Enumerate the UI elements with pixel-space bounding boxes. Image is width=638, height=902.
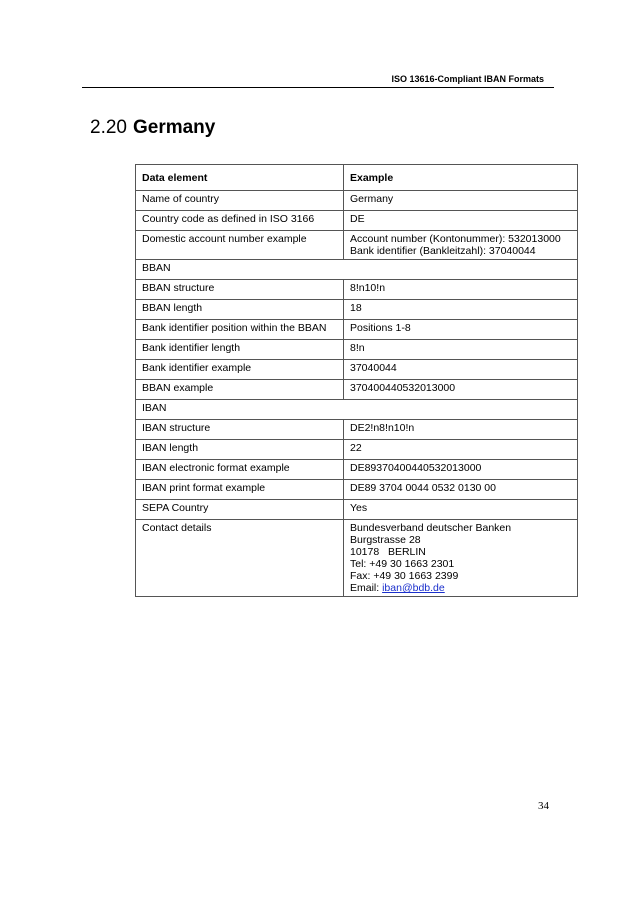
header-divider: [82, 87, 554, 88]
row-value: 22: [344, 440, 578, 460]
row-value: DE: [344, 211, 578, 231]
section-number: 2.20: [90, 117, 127, 138]
row-label: Bank identifier example: [136, 360, 344, 380]
group-row-iban: [136, 400, 578, 420]
column-header-example: Example: [344, 165, 578, 191]
table-row: [136, 231, 578, 260]
table-row: [136, 211, 578, 231]
bank-identifier-example: Bank identifier (Bankleitzahl): 37040044: [350, 245, 536, 257]
row-value: 8!n10!n: [344, 280, 578, 300]
group-row-bban: [136, 260, 578, 280]
contact-organization: Bundesverband deutscher Banken: [350, 522, 512, 534]
table-row-contact: [136, 520, 578, 597]
row-label: SEPA Country: [136, 500, 344, 520]
row-label: Contact details: [136, 520, 344, 597]
iban-format-table: [135, 164, 578, 597]
row-value: 37040044: [344, 360, 578, 380]
contact-street: Burgstrasse 28: [350, 534, 421, 546]
row-value: [344, 231, 578, 260]
row-label: IBAN length: [136, 440, 344, 460]
row-label: IBAN print format example: [136, 480, 344, 500]
page-number: 34: [538, 800, 549, 812]
row-label: Domestic account number example: [136, 231, 344, 260]
table-row: [136, 460, 578, 480]
table-row: [136, 440, 578, 460]
row-label: IBAN electronic format example: [136, 460, 344, 480]
table-row: [136, 500, 578, 520]
table-row: [136, 380, 578, 400]
row-value: DE89370400440532013000: [344, 460, 578, 480]
group-label: BBAN: [136, 260, 578, 280]
row-label: Country code as defined in ISO 3166: [136, 211, 344, 231]
table-row: [136, 420, 578, 440]
contact-email-label: Email:: [350, 582, 383, 594]
table-row: [136, 360, 578, 380]
row-label: Bank identifier length: [136, 340, 344, 360]
row-value: 8!n: [344, 340, 578, 360]
contact-email-link[interactable]: iban@bdb.de: [382, 582, 445, 594]
row-value: Germany: [344, 191, 578, 211]
row-value: 18: [344, 300, 578, 320]
row-label: BBAN example: [136, 380, 344, 400]
row-value: DE2!n8!n10!n: [344, 420, 578, 440]
contact-city: 10178 BERLIN: [350, 546, 426, 558]
table-row: [136, 480, 578, 500]
row-value: Yes: [344, 500, 578, 520]
column-header-data-element: Data element: [136, 165, 344, 191]
contact-email-line: [350, 582, 571, 594]
section-title: Germany: [132, 117, 216, 138]
row-label: Name of country: [136, 191, 344, 211]
table-row: [136, 191, 578, 211]
contact-fax: Fax: +49 30 1663 2399: [350, 570, 459, 582]
table-row: [136, 280, 578, 300]
row-label: Bank identifier position within the BBAN: [136, 320, 344, 340]
contact-phone: Tel: +49 30 1663 2301: [350, 558, 455, 570]
contact-details: [344, 520, 578, 597]
group-label: IBAN: [136, 400, 578, 420]
row-label: BBAN structure: [136, 280, 344, 300]
table-row: [136, 340, 578, 360]
section-heading: [90, 117, 215, 139]
table-header-row: [136, 165, 578, 191]
table-row: [136, 320, 578, 340]
row-value: Positions 1-8: [344, 320, 578, 340]
account-number-example: Account number (Kontonummer): 532013000: [350, 233, 561, 245]
row-label: IBAN structure: [136, 420, 344, 440]
table-row: [136, 300, 578, 320]
row-value: DE89 3704 0044 0532 0130 00: [344, 480, 578, 500]
header-title: ISO 13616-Compliant IBAN Formats: [391, 74, 544, 84]
row-value: 370400440532013000: [344, 380, 578, 400]
row-label: BBAN length: [136, 300, 344, 320]
